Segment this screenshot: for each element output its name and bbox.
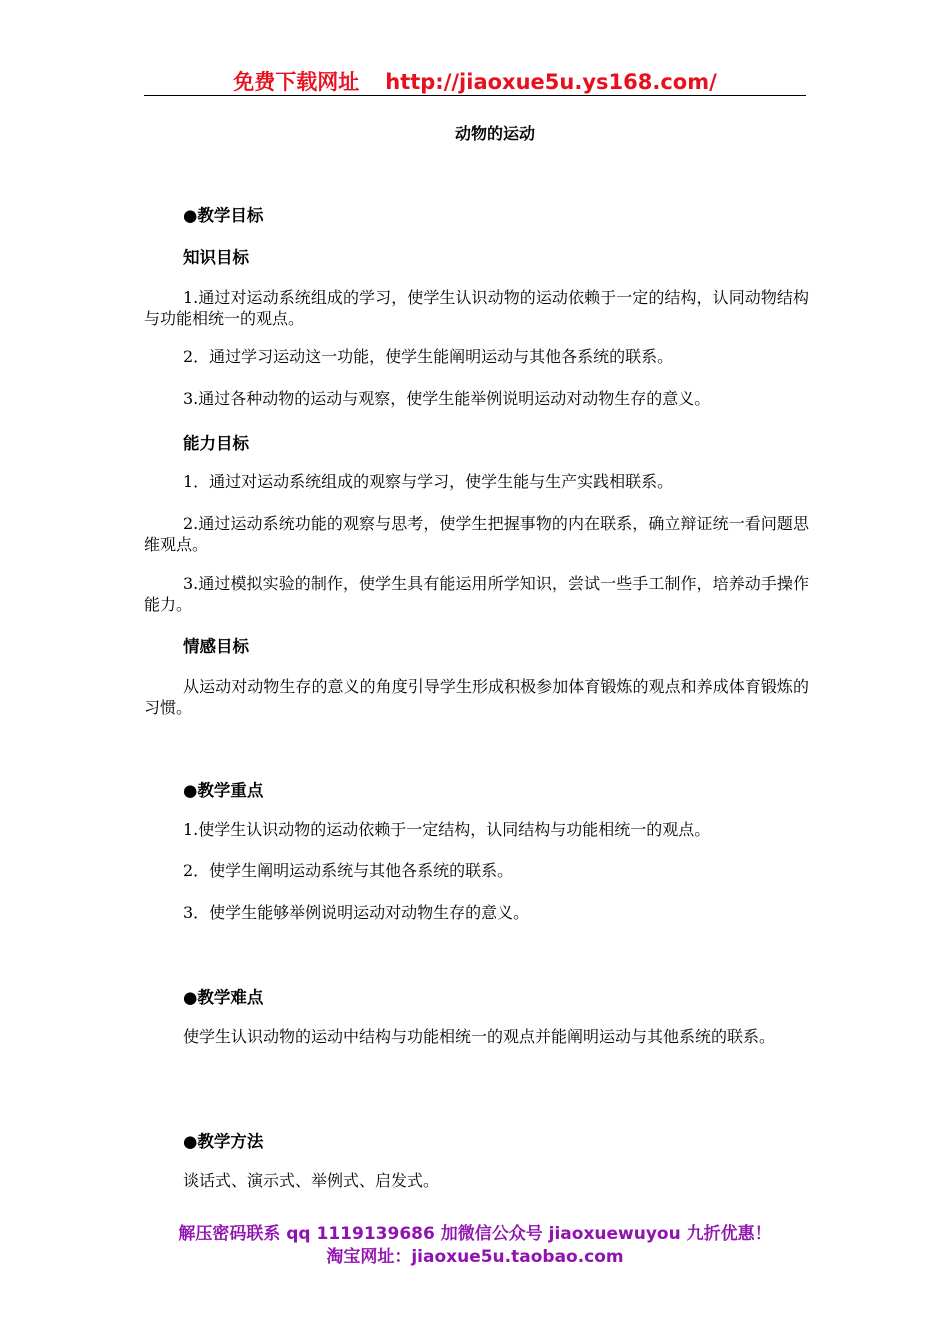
difficulties-heading: ●教学难点 <box>183 988 264 1007</box>
key-point-3: 3．使学生能够举例说明运动对动物生存的意义。 <box>183 903 530 922</box>
emotion-text: 从运动对动物生存的意义的角度引导学生形成积极参加体育锻炼的观点和养成体育锻炼的习惯。 <box>144 677 809 717</box>
ability-item-1: 1．通过对运动系统组成的观察与学习，使学生能与生产实践相联系。 <box>183 472 674 491</box>
footer-contact-line: 解压密码联系 qq 1119139686 加微信公众号 jiaoxuewuyou 九折优惠！ <box>178 1224 772 1244</box>
key-point-2: 2．使学生阐明运动系统与其他各系统的联系。 <box>183 861 514 880</box>
document-title: 动物的运动 <box>454 124 535 143</box>
difficulties-text: 使学生认识动物的运动中结构与功能相统一的观点并能阐明运动与其他系统的联系。 <box>183 1027 776 1046</box>
header-divider <box>144 95 806 96</box>
ability-objectives-heading: 能力目标 <box>183 434 249 453</box>
methods-text: 谈话式、演示式、举例式、启发式。 <box>183 1171 440 1190</box>
header-label: 免费下载网址 <box>233 70 360 94</box>
knowledge-item-2: 2．通过学习运动这一功能，使学生能阐明运动与其他各系统的联系。 <box>183 347 674 366</box>
objectives-heading: ●教学目标 <box>183 206 264 225</box>
key-points-heading: ●教学重点 <box>183 781 264 800</box>
knowledge-item-1: 1.通过对运动系统组成的学习，使学生认识动物的运动依赖于一定的结构，认同动物结构与功能相统一的观点。 <box>144 288 809 328</box>
knowledge-item-3: 3.通过各种动物的运动与观察，使学生能举例说明运动对动物生存的意义。 <box>183 389 711 408</box>
emotion-objectives-heading: 情感目标 <box>183 637 249 656</box>
key-point-1: 1.使学生认识动物的运动依赖于一定结构，认同结构与功能相统一的观点。 <box>183 820 711 839</box>
footer-taobao-link[interactable]: 淘宝网址：jiaoxue5u.taobao.com <box>326 1247 624 1267</box>
header-url-link[interactable]: http://jiaoxue5u.ys168.com/ <box>385 70 717 94</box>
page-header <box>0 66 950 96</box>
methods-heading: ●教学方法 <box>183 1132 264 1151</box>
knowledge-objectives-heading: 知识目标 <box>183 248 249 267</box>
ability-item-3: 3.通过模拟实验的制作，使学生具有能运用所学知识，尝试一些手工制作，培养动手操作能力。 <box>144 574 809 614</box>
ability-item-2: 2.通过运动系统功能的观察与思考，使学生把握事物的内在联系，确立辩证统一看问题思维观点。 <box>144 514 809 554</box>
